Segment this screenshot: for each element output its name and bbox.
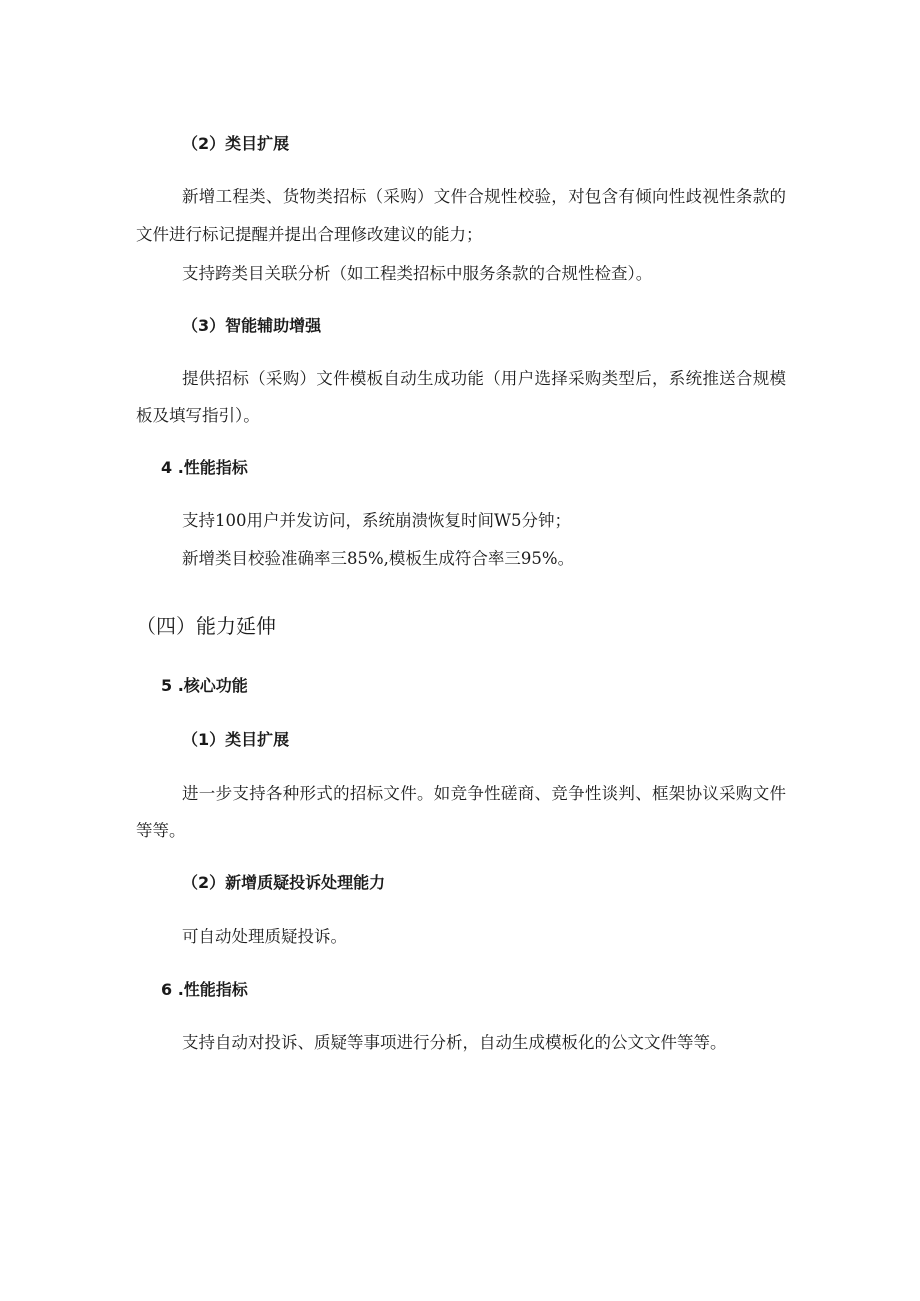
paragraph-line: 等等。 [136,821,186,840]
paragraph-line: 文件进行标记提醒并提出合理修改建议的能力； [136,225,483,244]
heading-performance-indicators-2: 6 .性能指标 [161,980,248,999]
section-heading-capability-extension: （四）能力延伸 [136,614,276,638]
paragraph-line: 提供招标（采购）文件模板自动生成功能（用户选择采购类型后，系统推送合规模 [182,369,786,388]
paragraph-line: 支持100用户并发访问，系统崩溃恢复时间W5分钟； [182,511,571,530]
heading-core-functions: 5 .核心功能 [161,676,248,695]
paragraph-line: 支持自动对投诉、质疑等事项进行分析，自动生成模板化的公文文件等等。 [182,1033,727,1052]
paragraph-line: 支持跨类目关联分析（如工程类招标中服务条款的合规性检查）。 [182,264,653,283]
subheading-category-expansion: （2）类目扩展 [182,134,290,153]
paragraph-line: 新增工程类、货物类招标（采购）文件合规性校验，对包含有倾向性歧视性条款的 [182,187,786,206]
subheading-category-expansion-2: （1）类目扩展 [182,730,290,749]
paragraph-line: 新增类目校验准确率三85%,模板生成符合率三95%。 [182,549,575,568]
paragraph-line: 可自动处理质疑投诉。 [182,927,347,946]
subheading-smart-assist: （3）智能辅助增强 [182,316,322,335]
subheading-complaint-handling: （2）新增质疑投诉处理能力 [182,873,386,892]
heading-performance-indicators: 4 .性能指标 [161,458,248,477]
paragraph-line: 板及填写指引）。 [136,406,260,425]
paragraph-line: 进一步支持各种形式的招标文件。如竞争性磋商、竞争性谈判、框架协议采购文件 [182,784,786,803]
